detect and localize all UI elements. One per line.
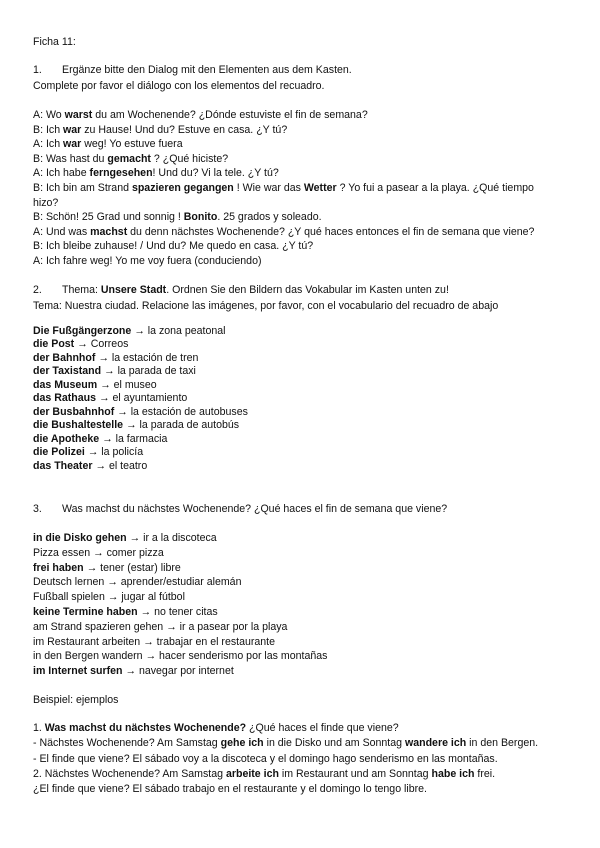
dialogue: [33, 108, 583, 269]
bold-text: war: [63, 123, 82, 136]
text: in den Bergen.: [466, 737, 539, 750]
line: [33, 254, 583, 269]
text: - Nächstes Wochenende? Am Samstag: [33, 737, 221, 750]
bold-text: Wetter: [303, 181, 337, 194]
section-number: 1.: [33, 64, 42, 76]
text: ! Und du? Vi la tele. ¿Y tú?: [152, 167, 279, 180]
text: → el museo: [97, 378, 157, 391]
bold-text: war: [63, 138, 82, 151]
line: [33, 446, 583, 459]
line: [33, 531, 583, 546]
line: [33, 721, 583, 736]
section-1-header: [33, 62, 583, 94]
bold-text: die Post: [33, 338, 75, 351]
line: [33, 767, 583, 782]
bold-text: ferngesehen: [89, 167, 153, 180]
text: in die Disko und am Sonntag: [263, 737, 405, 750]
text: hizo?: [33, 196, 59, 209]
text: A: Wo: [33, 109, 65, 121]
text: B: Schön! 25 Grad und sonnig !: [33, 211, 184, 224]
line: [33, 210, 583, 225]
text: - El finde que viene? El sábado voy a la discoteca y el domingo hago senderismo en las montañas.: [33, 752, 498, 765]
line: [33, 379, 583, 392]
bold-text: der Taxistand: [33, 365, 102, 378]
text: → el ayuntamiento: [96, 392, 188, 405]
line: [33, 152, 583, 167]
bold-text: frei haben: [33, 561, 84, 574]
text: du denn nächstes Wochenende? ¿Y qué haces entonces el fin de semana que viene?: [127, 225, 535, 238]
bold-text: gehe ich: [220, 737, 264, 750]
text: B: Ich bin am Strand: [33, 181, 132, 194]
bold-text: gemacht: [107, 152, 151, 165]
activities-list: [33, 531, 583, 679]
text: zu Hause! Und du? Estuve en casa. ¿Y tú?: [81, 123, 288, 136]
text: ¿Qué haces el finde que viene?: [246, 722, 399, 734]
text: → la parada de taxi: [101, 365, 196, 378]
line: [33, 338, 583, 351]
text: → navegar por internet: [122, 665, 234, 678]
line: [33, 419, 583, 432]
text: → Correos: [74, 338, 129, 351]
line: [33, 460, 583, 473]
section-title-es: Tema: Nuestra ciudad. Relacione las imágenes, por favor, con el vocabulario del recuadro de abajo: [33, 300, 499, 312]
line: [33, 365, 583, 378]
section-title: Was machst du nächstes Wochenende? ¿Qué haces el fin de semana que viene?: [62, 503, 448, 515]
bold-text: wandere ich: [404, 737, 467, 750]
line: [33, 561, 583, 576]
text: B: Ich: [33, 123, 64, 136]
bold-text: Unsere Stadt: [100, 284, 167, 296]
line: [33, 649, 583, 664]
worksheet-title-text: Ficha 11:: [33, 36, 76, 48]
text: B: Ich bleibe zuhause! / Und du? Me quedo en casa. ¿Y tú?: [33, 240, 314, 253]
text: → la policía: [84, 446, 144, 459]
line: [33, 433, 583, 446]
section-title-de: Ergänze bitte den Dialog mit den Elementen aus dem Kasten.: [62, 64, 352, 76]
line: [33, 137, 583, 152]
line: [33, 181, 583, 196]
text: 1.: [33, 722, 45, 734]
text: → la farmacia: [99, 432, 168, 445]
bold-text: die Bushaltestelle: [33, 419, 124, 432]
line: [33, 605, 583, 620]
bold-text: Bonito: [183, 211, 218, 224]
examples-heading: [33, 693, 583, 707]
text: im Restaurant arbeiten → trabajar en el restaurante: [33, 635, 276, 648]
line: [33, 620, 583, 635]
line: [33, 736, 583, 751]
line: [33, 575, 583, 590]
bold-text: die Apotheke: [33, 432, 100, 445]
bold-text: keine Termine haben: [33, 605, 138, 618]
text: A: Ich: [33, 138, 64, 151]
bold-text: Die Fußgängerzone: [33, 325, 132, 337]
line: [33, 108, 583, 123]
examples-heading-text: Beispiel: ejemplos: [33, 694, 119, 706]
line: [33, 225, 583, 240]
text: Deutsch lernen → aprender/estudiar alemán: [33, 576, 242, 589]
text: . Ordnen Sie den Bildern das Vokabular im Kasten unten zu!: [166, 284, 449, 296]
bold-text: das Rathaus: [33, 392, 96, 405]
line: [33, 546, 583, 561]
text: → no tener citas: [137, 605, 218, 618]
text: A: Und was: [33, 225, 91, 238]
line: [33, 123, 583, 138]
section-2-header: [33, 282, 583, 314]
line: [33, 166, 583, 181]
line: [33, 406, 583, 419]
line: [33, 590, 583, 605]
text: A: Ich habe: [33, 167, 90, 180]
bold-text: der Busbahnhof: [33, 405, 115, 418]
text: ? Yo fui a pasear a la playa. ¿Qué tiempo: [336, 181, 534, 194]
bold-text: das Museum: [33, 378, 98, 391]
text: Pizza essen → comer pizza: [33, 546, 164, 559]
bold-text: das Theater: [33, 459, 93, 472]
text: → tener (estar) libre: [83, 561, 181, 574]
line: [33, 196, 583, 211]
text: → la parada de autobús: [123, 419, 240, 432]
section-3-header: [33, 502, 583, 516]
bold-text: in die Disko gehen: [33, 532, 127, 544]
section-title-de: [62, 284, 449, 296]
line: [33, 752, 583, 767]
bold-text: Was machst du nächstes Wochenende?: [44, 722, 247, 734]
bold-text: der Bahnhof: [33, 351, 96, 364]
text: ¿El finde que viene? El sábado trabajo en el restaurante y el domingo lo tengo libre.: [33, 783, 427, 795]
bold-text: warst: [64, 109, 93, 121]
bold-text: spazieren gegangen: [131, 181, 234, 194]
worksheet-title: [33, 35, 583, 49]
section-number: 2.: [33, 284, 42, 296]
text: ! Wie war das: [233, 181, 304, 194]
section-number: 3.: [33, 503, 42, 515]
bold-text: die Polizei: [33, 446, 85, 459]
bold-text: arbeite ich: [225, 767, 279, 780]
text: du am Wochenende? ¿Dónde estuviste el fin de semana?: [92, 109, 368, 121]
text: 2. Nächstes Wochenende? Am Samstag: [33, 767, 226, 780]
bold-text: im Internet surfen: [33, 665, 123, 678]
section-title-es: Complete por favor el diálogo con los elementos del recuadro.: [33, 80, 325, 92]
text: Thema:: [62, 284, 101, 296]
line: [33, 664, 583, 679]
text: im Restaurant und am Sonntag: [278, 767, 432, 780]
bold-text: habe ich: [431, 767, 475, 780]
line: [33, 635, 583, 650]
text: A: Ich fahre weg! Yo me voy fuera (conduciendo): [33, 254, 262, 267]
text: . 25 grados y soleado.: [217, 211, 322, 224]
text: am Strand spazieren gehen → ir a pasear por la playa: [33, 620, 288, 633]
text: B: Was hast du: [33, 152, 108, 165]
vocabulary-list: [33, 325, 583, 473]
line: [33, 325, 583, 338]
text: → la estación de tren: [95, 351, 199, 364]
line: [33, 392, 583, 405]
text: in den Bergen wandern → hacer senderismo por las montañas: [33, 650, 328, 663]
line: [33, 352, 583, 365]
text: → la estación de autobuses: [114, 405, 248, 418]
line: [33, 239, 583, 254]
examples: [33, 721, 583, 797]
text: → el teatro: [92, 459, 148, 472]
bold-text: machst: [90, 225, 128, 238]
text: → la zona peatonal: [131, 325, 226, 337]
text: frei.: [474, 767, 496, 780]
line: [33, 782, 583, 797]
text: → ir a la discoteca: [126, 532, 217, 544]
text: ? ¿Qué hiciste?: [150, 152, 229, 165]
text: Fußball spielen → jugar al fútbol: [33, 591, 185, 604]
text: weg! Yo estuve fuera: [81, 138, 183, 151]
